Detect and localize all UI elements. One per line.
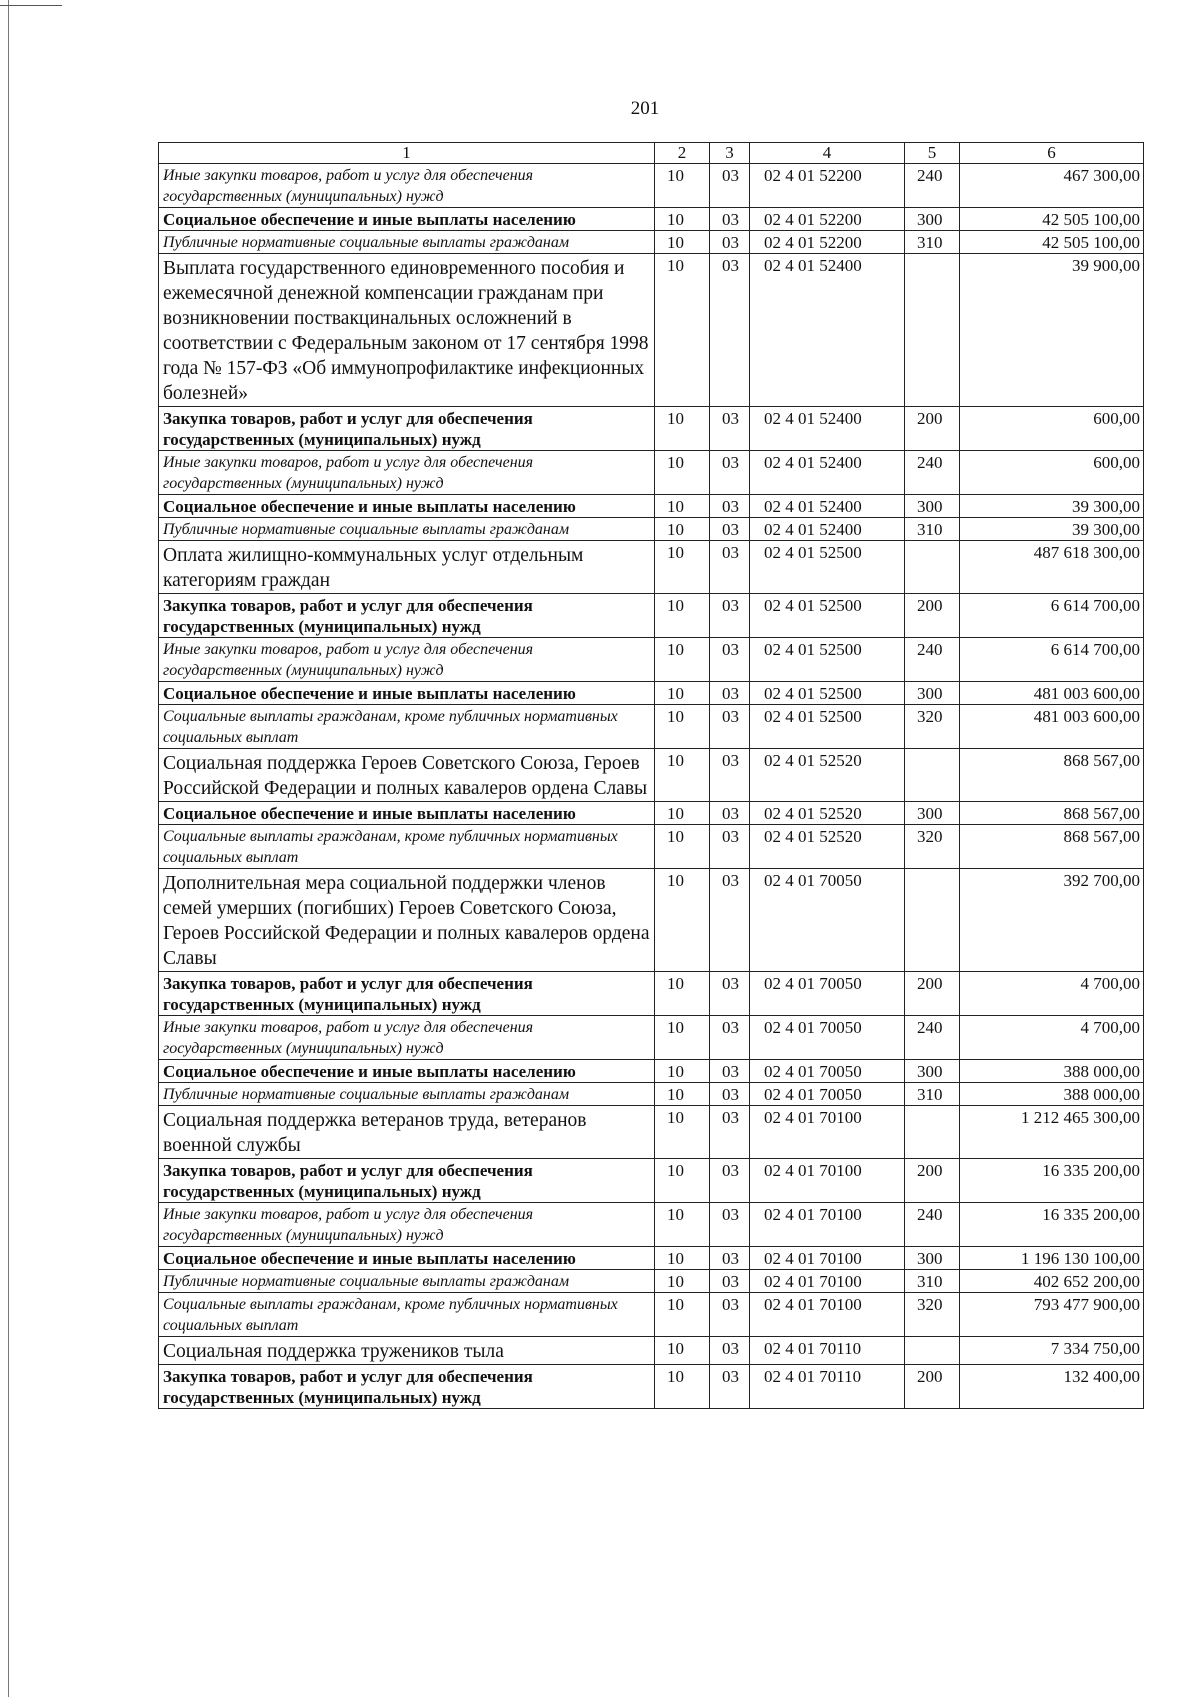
row-subsection-cell: 03 — [710, 682, 750, 705]
table-row — [159, 705, 1144, 749]
row-amount-cell: 1 196 130 100,00 — [960, 1247, 1144, 1270]
row-target-article-cell: 02 4 01 70050 — [750, 869, 905, 972]
table-row — [159, 802, 1144, 825]
row-amount-cell: 868 567,00 — [960, 802, 1144, 825]
row-amount-cell: 1 212 465 300,00 — [960, 1106, 1144, 1159]
row-subsection-cell: 03 — [710, 541, 750, 594]
row-name-cell: Социальное обеспечение и иные выплаты населению — [159, 1060, 655, 1083]
row-section-cell: 10 — [655, 164, 710, 208]
row-section-cell: 10 — [655, 972, 710, 1016]
row-amount-cell: 16 335 200,00 — [960, 1159, 1144, 1203]
table-row — [159, 231, 1144, 254]
row-expense-type-cell: 300 — [905, 208, 960, 231]
row-target-article-cell: 02 4 01 70050 — [750, 1060, 905, 1083]
table-row — [159, 638, 1144, 682]
table-row — [159, 1270, 1144, 1293]
row-amount-cell: 6 614 700,00 — [960, 594, 1144, 638]
table-row — [159, 1247, 1144, 1270]
table-row — [159, 518, 1144, 541]
row-expense-type-cell: 320 — [905, 705, 960, 749]
row-expense-type-cell: 300 — [905, 495, 960, 518]
row-target-article-cell: 02 4 01 70100 — [750, 1159, 905, 1203]
row-name-cell: Закупка товаров, работ и услуг для обеспечения государственных (муниципальных) нужд — [159, 594, 655, 638]
row-section-cell: 10 — [655, 208, 710, 231]
row-target-article-cell: 02 4 01 52500 — [750, 705, 905, 749]
table-row — [159, 495, 1144, 518]
row-amount-cell: 39 900,00 — [960, 254, 1144, 407]
table-row — [159, 749, 1144, 802]
row-expense-type-cell: 300 — [905, 1060, 960, 1083]
row-name-cell: Публичные нормативные социальные выплаты гражданам — [159, 1270, 655, 1293]
row-subsection-cell: 03 — [710, 972, 750, 1016]
row-subsection-cell: 03 — [710, 451, 750, 495]
row-section-cell: 10 — [655, 1016, 710, 1060]
row-amount-cell: 467 300,00 — [960, 164, 1144, 208]
row-expense-type-cell: 310 — [905, 518, 960, 541]
row-expense-type-cell: 310 — [905, 1083, 960, 1106]
row-target-article-cell: 02 4 01 52400 — [750, 451, 905, 495]
row-section-cell: 10 — [655, 407, 710, 451]
row-section-cell: 10 — [655, 1293, 710, 1337]
row-expense-type-cell: 240 — [905, 451, 960, 495]
table-row — [159, 1365, 1144, 1409]
row-section-cell: 10 — [655, 1247, 710, 1270]
row-target-article-cell: 02 4 01 70110 — [750, 1337, 905, 1365]
row-expense-type-cell: 200 — [905, 1365, 960, 1409]
column-header-subsection: 3 — [710, 143, 750, 164]
row-subsection-cell: 03 — [710, 749, 750, 802]
row-section-cell: 10 — [655, 1106, 710, 1159]
row-expense-type-cell — [905, 749, 960, 802]
row-amount-cell: 39 300,00 — [960, 495, 1144, 518]
row-subsection-cell: 03 — [710, 1270, 750, 1293]
row-expense-type-cell: 240 — [905, 1203, 960, 1247]
table-row — [159, 825, 1144, 869]
row-subsection-cell: 03 — [710, 231, 750, 254]
table-body — [159, 164, 1144, 1409]
row-name-cell: Иные закупки товаров, работ и услуг для обеспечения государственных (муниципальных) нужд — [159, 1203, 655, 1247]
row-name-cell: Социальное обеспечение и иные выплаты населению — [159, 682, 655, 705]
row-subsection-cell: 03 — [710, 1016, 750, 1060]
row-name-cell: Иные закупки товаров, работ и услуг для обеспечения государственных (муниципальных) нужд — [159, 164, 655, 208]
row-target-article-cell: 02 4 01 52500 — [750, 638, 905, 682]
row-expense-type-cell — [905, 541, 960, 594]
row-subsection-cell: 03 — [710, 638, 750, 682]
row-name-cell: Выплата государственного единовременного пособия и ежемесячной денежной компенсации гражданам при возникновении поствакцинальных осложнений в соответствии с Федеральным законом от 17 сентября 1998 года № 157-ФЗ «Об иммунопрофилактике инфекционных болезней» — [159, 254, 655, 407]
row-amount-cell: 16 335 200,00 — [960, 1203, 1144, 1247]
row-target-article-cell: 02 4 01 70050 — [750, 972, 905, 1016]
row-target-article-cell: 02 4 01 52400 — [750, 495, 905, 518]
row-expense-type-cell: 310 — [905, 231, 960, 254]
row-amount-cell: 7 334 750,00 — [960, 1337, 1144, 1365]
row-expense-type-cell: 200 — [905, 972, 960, 1016]
row-expense-type-cell: 200 — [905, 1159, 960, 1203]
row-section-cell: 10 — [655, 825, 710, 869]
row-name-cell: Оплата жилищно-коммунальных услуг отдельным категориям граждан — [159, 541, 655, 594]
row-amount-cell: 42 505 100,00 — [960, 231, 1144, 254]
row-expense-type-cell: 200 — [905, 594, 960, 638]
row-section-cell: 10 — [655, 1159, 710, 1203]
row-expense-type-cell: 300 — [905, 1247, 960, 1270]
row-expense-type-cell: 300 — [905, 802, 960, 825]
row-amount-cell: 4 700,00 — [960, 1016, 1144, 1060]
row-section-cell: 10 — [655, 1060, 710, 1083]
row-name-cell: Социальные выплаты гражданам, кроме публичных нормативных социальных выплат — [159, 1293, 655, 1337]
column-header-section: 2 — [655, 143, 710, 164]
table-row — [159, 869, 1144, 972]
row-amount-cell: 481 003 600,00 — [960, 705, 1144, 749]
row-target-article-cell: 02 4 01 52520 — [750, 825, 905, 869]
row-subsection-cell: 03 — [710, 869, 750, 972]
row-name-cell: Социальные выплаты гражданам, кроме публичных нормативных социальных выплат — [159, 705, 655, 749]
row-subsection-cell: 03 — [710, 705, 750, 749]
row-name-cell: Дополнительная мера социальной поддержки членов семей умерших (погибших) Героев Советского Союза, Героев Российской Федерации и полных кавалеров ордена Славы — [159, 869, 655, 972]
row-name-cell: Публичные нормативные социальные выплаты гражданам — [159, 518, 655, 541]
row-expense-type-cell — [905, 869, 960, 972]
row-section-cell: 10 — [655, 1083, 710, 1106]
row-name-cell: Социальное обеспечение и иные выплаты населению — [159, 208, 655, 231]
row-target-article-cell: 02 4 01 52400 — [750, 407, 905, 451]
row-target-article-cell: 02 4 01 52520 — [750, 802, 905, 825]
row-target-article-cell: 02 4 01 52200 — [750, 164, 905, 208]
row-section-cell: 10 — [655, 254, 710, 407]
row-target-article-cell: 02 4 01 52200 — [750, 231, 905, 254]
row-section-cell: 10 — [655, 682, 710, 705]
row-name-cell: Публичные нормативные социальные выплаты гражданам — [159, 231, 655, 254]
table-row — [159, 1016, 1144, 1060]
row-expense-type-cell: 310 — [905, 1270, 960, 1293]
row-subsection-cell: 03 — [710, 407, 750, 451]
row-subsection-cell: 03 — [710, 1337, 750, 1365]
row-target-article-cell: 02 4 01 70100 — [750, 1203, 905, 1247]
row-subsection-cell: 03 — [710, 518, 750, 541]
budget-table — [158, 142, 1144, 1409]
table-row — [159, 1203, 1144, 1247]
row-name-cell: Социальные выплаты гражданам, кроме публичных нормативных социальных выплат — [159, 825, 655, 869]
row-section-cell: 10 — [655, 1203, 710, 1247]
row-section-cell: 10 — [655, 594, 710, 638]
row-subsection-cell: 03 — [710, 208, 750, 231]
row-section-cell: 10 — [655, 1270, 710, 1293]
table-row — [159, 972, 1144, 1016]
table-row — [159, 1083, 1144, 1106]
row-name-cell: Иные закупки товаров, работ и услуг для обеспечения государственных (муниципальных) нужд — [159, 638, 655, 682]
row-section-cell: 10 — [655, 231, 710, 254]
row-amount-cell: 402 652 200,00 — [960, 1270, 1144, 1293]
row-expense-type-cell — [905, 254, 960, 407]
table-row — [159, 407, 1144, 451]
row-target-article-cell: 02 4 01 52500 — [750, 594, 905, 638]
row-subsection-cell: 03 — [710, 825, 750, 869]
row-target-article-cell: 02 4 01 52400 — [750, 254, 905, 407]
row-subsection-cell: 03 — [710, 1365, 750, 1409]
row-name-cell: Иные закупки товаров, работ и услуг для обеспечения государственных (муниципальных) нужд — [159, 1016, 655, 1060]
row-subsection-cell: 03 — [710, 802, 750, 825]
row-expense-type-cell: 320 — [905, 1293, 960, 1337]
row-subsection-cell: 03 — [710, 164, 750, 208]
row-expense-type-cell — [905, 1106, 960, 1159]
row-amount-cell: 388 000,00 — [960, 1060, 1144, 1083]
row-subsection-cell: 03 — [710, 1247, 750, 1270]
table-row — [159, 451, 1144, 495]
row-name-cell: Закупка товаров, работ и услуг для обеспечения государственных (муниципальных) нужд — [159, 1159, 655, 1203]
row-name-cell: Закупка товаров, работ и услуг для обеспечения государственных (муниципальных) нужд — [159, 407, 655, 451]
row-target-article-cell: 02 4 01 70100 — [750, 1247, 905, 1270]
row-amount-cell: 388 000,00 — [960, 1083, 1144, 1106]
row-target-article-cell: 02 4 01 70100 — [750, 1106, 905, 1159]
row-amount-cell: 42 505 100,00 — [960, 208, 1144, 231]
column-header-expense-type: 5 — [905, 143, 960, 164]
row-target-article-cell: 02 4 01 52500 — [750, 682, 905, 705]
row-amount-cell: 4 700,00 — [960, 972, 1144, 1016]
row-expense-type-cell: 200 — [905, 407, 960, 451]
row-expense-type-cell: 240 — [905, 1016, 960, 1060]
row-expense-type-cell: 300 — [905, 682, 960, 705]
scan-edge-line — [8, 0, 9, 1697]
row-amount-cell: 600,00 — [960, 407, 1144, 451]
row-name-cell: Социальное обеспечение и иные выплаты населению — [159, 802, 655, 825]
table-row — [159, 682, 1144, 705]
column-header-name: 1 — [159, 143, 655, 164]
row-name-cell: Закупка товаров, работ и услуг для обеспечения государственных (муниципальных) нужд — [159, 972, 655, 1016]
row-target-article-cell: 02 4 01 52500 — [750, 541, 905, 594]
row-expense-type-cell: 320 — [905, 825, 960, 869]
row-section-cell: 10 — [655, 495, 710, 518]
row-amount-cell: 392 700,00 — [960, 869, 1144, 972]
row-amount-cell: 487 618 300,00 — [960, 541, 1144, 594]
row-expense-type-cell — [905, 1337, 960, 1365]
row-subsection-cell: 03 — [710, 1060, 750, 1083]
column-header-target-article: 4 — [750, 143, 905, 164]
row-amount-cell: 868 567,00 — [960, 825, 1144, 869]
header-row — [159, 143, 1144, 164]
row-target-article-cell: 02 4 01 70100 — [750, 1293, 905, 1337]
row-target-article-cell: 02 4 01 52520 — [750, 749, 905, 802]
row-name-cell: Социальное обеспечение и иные выплаты населению — [159, 1247, 655, 1270]
column-header-amount: 6 — [960, 143, 1144, 164]
row-subsection-cell: 03 — [710, 1159, 750, 1203]
row-section-cell: 10 — [655, 1365, 710, 1409]
page-number: 201 — [630, 98, 660, 119]
table-row — [159, 1060, 1144, 1083]
row-subsection-cell: 03 — [710, 1203, 750, 1247]
row-subsection-cell: 03 — [710, 1083, 750, 1106]
table-row — [159, 541, 1144, 594]
row-name-cell: Социальная поддержка Героев Советского Союза, Героев Российской Федерации и полных кавалеров ордена Славы — [159, 749, 655, 802]
row-name-cell: Закупка товаров, работ и услуг для обеспечения государственных (муниципальных) нужд — [159, 1365, 655, 1409]
row-section-cell: 10 — [655, 541, 710, 594]
row-amount-cell: 481 003 600,00 — [960, 682, 1144, 705]
row-name-cell: Социальное обеспечение и иные выплаты населению — [159, 495, 655, 518]
row-section-cell: 10 — [655, 638, 710, 682]
row-amount-cell: 600,00 — [960, 451, 1144, 495]
row-section-cell: 10 — [655, 802, 710, 825]
row-section-cell: 10 — [655, 705, 710, 749]
row-target-article-cell: 02 4 01 52400 — [750, 518, 905, 541]
table-row — [159, 164, 1144, 208]
row-expense-type-cell: 240 — [905, 164, 960, 208]
row-amount-cell: 39 300,00 — [960, 518, 1144, 541]
row-amount-cell: 793 477 900,00 — [960, 1293, 1144, 1337]
table-row — [159, 1293, 1144, 1337]
row-section-cell: 10 — [655, 1337, 710, 1365]
row-section-cell: 10 — [655, 869, 710, 972]
row-name-cell: Социальная поддержка тружеников тыла — [159, 1337, 655, 1365]
row-target-article-cell: 02 4 01 52200 — [750, 208, 905, 231]
row-expense-type-cell: 240 — [905, 638, 960, 682]
table-row — [159, 594, 1144, 638]
scan-corner-mark — [0, 5, 62, 6]
row-name-cell: Публичные нормативные социальные выплаты гражданам — [159, 1083, 655, 1106]
row-amount-cell: 132 400,00 — [960, 1365, 1144, 1409]
row-subsection-cell: 03 — [710, 1106, 750, 1159]
row-target-article-cell: 02 4 01 70050 — [750, 1016, 905, 1060]
row-subsection-cell: 03 — [710, 1293, 750, 1337]
row-target-article-cell: 02 4 01 70100 — [750, 1270, 905, 1293]
table-row — [159, 254, 1144, 407]
row-target-article-cell: 02 4 01 70050 — [750, 1083, 905, 1106]
row-subsection-cell: 03 — [710, 254, 750, 407]
table-row — [159, 208, 1144, 231]
row-name-cell: Иные закупки товаров, работ и услуг для обеспечения государственных (муниципальных) нужд — [159, 451, 655, 495]
row-section-cell: 10 — [655, 518, 710, 541]
row-section-cell: 10 — [655, 451, 710, 495]
table-row — [159, 1106, 1144, 1159]
row-amount-cell: 6 614 700,00 — [960, 638, 1144, 682]
row-amount-cell: 868 567,00 — [960, 749, 1144, 802]
row-target-article-cell: 02 4 01 70110 — [750, 1365, 905, 1409]
table-row — [159, 1159, 1144, 1203]
row-section-cell: 10 — [655, 749, 710, 802]
table-row — [159, 1337, 1144, 1365]
row-subsection-cell: 03 — [710, 495, 750, 518]
row-name-cell: Социальная поддержка ветеранов труда, ветеранов военной службы — [159, 1106, 655, 1159]
row-subsection-cell: 03 — [710, 594, 750, 638]
